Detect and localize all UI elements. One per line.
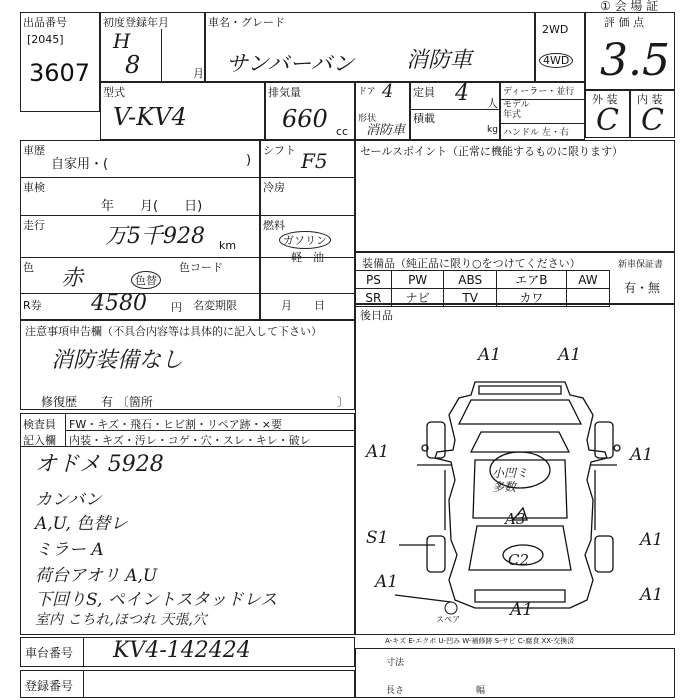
mark-a1-right-rear: A1: [640, 530, 664, 550]
note-line: 下回りS, ペイントスタッドレス: [35, 590, 278, 610]
mileage: 万5千928: [105, 224, 205, 249]
width-label: 幅: [476, 686, 486, 696]
fuel-gas: ガソリン: [279, 231, 331, 249]
first-reg-box: [100, 12, 205, 82]
equip-cell: ABS: [444, 271, 496, 289]
mark-s1-left: S1: [366, 528, 389, 548]
chassis: KV4-142424: [113, 638, 251, 663]
caution-box: [20, 320, 355, 410]
len-label: 長さ: [386, 686, 405, 696]
shift: F5: [301, 149, 328, 173]
inspector-line-2: 内装・キズ・汚レ・コゲ・穴・スレ・キレ・破レ: [69, 434, 311, 447]
score-value: 3.5: [600, 35, 670, 86]
doors: 4: [382, 81, 394, 102]
person-unit: 人: [487, 97, 498, 110]
rear-seat-label: 後日品: [360, 309, 393, 322]
inspector-label-2: 記入欄: [23, 434, 56, 447]
notes-box: [20, 447, 355, 635]
mileage-label: 走行: [23, 219, 45, 232]
equipment-row-1: [356, 271, 610, 289]
legend: A-キズ E-エクボ U-凹み W-補修跡 S-サビ C-腐食 XX-交換済: [385, 637, 575, 645]
mark-a3: A3: [505, 510, 526, 528]
equip-cell: ナビ: [391, 289, 444, 307]
note-line: カンバン: [35, 490, 102, 510]
interior-grade: C: [641, 103, 664, 138]
inspection-value: 年 月( 日): [101, 199, 203, 214]
km-unit: km: [219, 239, 237, 252]
note-line: オドメ 5928: [35, 452, 164, 477]
selling-box: [355, 140, 675, 252]
history-label: 車歴: [23, 144, 45, 157]
reg-label: 登録番号: [25, 679, 74, 693]
selling-label: セールスポイント（正常に機能するものに限ります）: [360, 145, 624, 158]
spare-label: スペア: [436, 615, 460, 624]
shape-label: 形状: [358, 114, 377, 124]
inspector-line-1: FW・キズ・飛石・ヒビ割・リペア跡・×要: [69, 418, 282, 431]
note-line: 荷台アオリ A,U: [35, 566, 158, 586]
mark-a1-top: A1: [478, 345, 502, 365]
exterior-box: [585, 90, 630, 138]
shape: 消防車: [366, 123, 406, 138]
yen-unit: 円: [171, 301, 182, 314]
interior-box: [630, 90, 675, 138]
lot-label: 出品番号: [23, 16, 67, 29]
recycle-label: R券: [23, 299, 42, 312]
name-change-value: 月 日: [281, 299, 325, 312]
history: 自家用・(: [51, 157, 109, 172]
repaint: 色替: [131, 271, 161, 289]
lot-sub: [2045]: [27, 33, 64, 46]
note-line: 室内 こちれ,ほつれ 天張,穴: [35, 612, 207, 628]
equip-cell: SR: [356, 289, 392, 307]
doors-box: [355, 82, 410, 140]
lot-number: 3607: [29, 59, 91, 87]
inspector-label-1: 検査員: [23, 418, 56, 431]
cc-unit: cc: [336, 125, 349, 138]
interior-label: 内 装: [637, 93, 663, 106]
color-code-label: 色コード: [179, 261, 223, 274]
chassis-box: [20, 637, 355, 667]
capacity-box: [410, 82, 500, 140]
score-box: [585, 12, 675, 90]
new-warranty-label: 新車保証書: [618, 260, 664, 270]
mark-c2: C2: [508, 551, 530, 569]
score-label: 評 価 点: [604, 16, 644, 29]
color-label: 色: [23, 261, 34, 274]
doors-label: ドア: [358, 87, 376, 97]
new-warranty: 有・無: [624, 281, 661, 295]
history-close: ): [246, 153, 252, 168]
caution-label: 注意事項申告欄（不具合内容等は具体的に記入して下さい）: [25, 325, 322, 338]
drive-2wd: 2WD: [542, 23, 569, 36]
exterior-label: 外 装: [592, 93, 618, 106]
equipment-table: [355, 270, 610, 307]
mark-a1-rear-right: A1: [640, 585, 664, 605]
mark-a1-rear: A1: [510, 600, 534, 620]
repair-label: 修復歴 有 〔箇所: [41, 395, 153, 409]
dealer-label: ディーラー・並行: [503, 87, 575, 97]
name-change-label: 名変期限: [193, 299, 237, 312]
mark-a1-rear-left: A1: [375, 572, 399, 592]
venue-cert: ① 会 場 証: [600, 0, 659, 13]
size-box: [355, 648, 675, 698]
era: H: [113, 29, 131, 53]
model-label: 型式: [103, 86, 125, 99]
grade: 消防車: [406, 48, 473, 73]
drive-box: [535, 12, 585, 82]
load-label: 積載: [413, 112, 435, 125]
equip-cell: TV: [444, 289, 496, 307]
equip-cell: PS: [356, 271, 392, 289]
displacement-label: 排気量: [268, 86, 301, 99]
kg-unit: kg: [487, 125, 498, 135]
model-year-label: モデル年式: [503, 100, 530, 120]
inspection-label: 車検: [23, 181, 45, 194]
reg-box: [20, 670, 355, 698]
car-name: サンバーバン: [226, 52, 355, 77]
reg-year: 8: [125, 51, 141, 79]
capacity: 4: [455, 81, 469, 106]
equip-cell: カワ: [496, 289, 566, 307]
color: 赤: [61, 266, 84, 291]
chassis-label: 車台番号: [25, 646, 74, 660]
drive-4wd: 4WD: [539, 53, 573, 68]
note-line: A,U, 色替レ: [35, 514, 128, 534]
size-label: 寸法: [386, 658, 405, 668]
capacity-label: 定員: [413, 86, 435, 99]
fuel-diesel: 軽 油: [291, 251, 324, 264]
recycle: 4580: [91, 291, 147, 316]
model-box: [100, 82, 265, 140]
note-line: ミラー A: [35, 540, 104, 560]
first-reg-label: 初度登録年月: [103, 16, 169, 29]
fuel-label: 燃料: [263, 219, 285, 232]
mark-a1-left: A1: [366, 442, 390, 462]
equip-cell: エアB: [496, 271, 566, 289]
displacement-box: [265, 82, 355, 140]
model: V-KV4: [113, 103, 187, 131]
equipment-label: 装備品（純正品に限り○をつけてください）: [362, 257, 581, 270]
equip-cell: AW: [566, 271, 609, 289]
shift-label: シフト: [263, 144, 296, 157]
displacement: 660: [282, 105, 328, 133]
mark-a1-right: A1: [630, 445, 654, 465]
handle-label: ハンドル 左・右: [503, 128, 569, 138]
caution: 消防装備なし: [51, 348, 184, 373]
name-grade-label: 車名・グレード: [208, 16, 285, 29]
month-unit: 月: [193, 67, 204, 80]
car-name-box: [205, 12, 535, 82]
lot-box: [20, 12, 100, 112]
mark-a1-top-right: A1: [558, 345, 582, 365]
ac-label: 冷房: [263, 181, 285, 194]
inspector-box: [20, 413, 355, 447]
dealer-box: [500, 82, 585, 140]
details-box: [20, 140, 260, 320]
repair-close: 〕: [337, 395, 350, 409]
exterior-grade: C: [596, 103, 619, 138]
hood-note: 小凹ミ 多数: [492, 466, 529, 494]
equip-cell: PW: [391, 271, 444, 289]
